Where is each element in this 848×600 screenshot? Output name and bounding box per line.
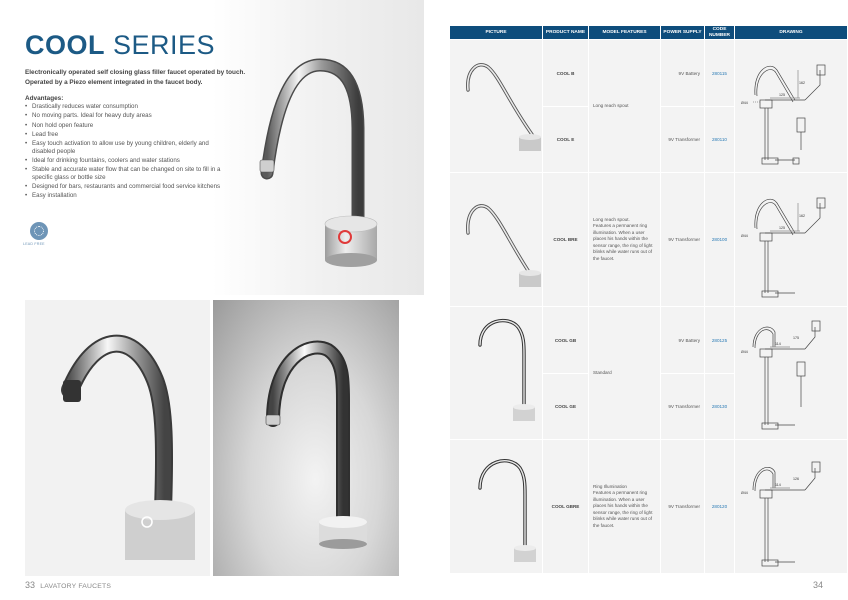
product-name: COOL B [543, 40, 589, 107]
left-footer [25, 580, 111, 590]
section-label: LAVATORY FAUCETS [40, 583, 112, 590]
intro-line-1: Electronically operated self closing glass filler faucet operated by touch. [25, 69, 246, 76]
technical-drawing-1 [735, 40, 848, 172]
long-reach-faucet-thumb [450, 40, 543, 172]
code-number: 280120 [705, 440, 735, 574]
drawing-cell [735, 40, 848, 173]
series-title [25, 30, 215, 61]
code-number: 280130 [705, 374, 735, 440]
technical-drawing-4 [735, 440, 848, 574]
table-row [450, 40, 848, 107]
dim-label: 175 [793, 336, 799, 340]
dim-label: 114 [775, 483, 781, 487]
product-name: COOL GBRE [543, 440, 589, 574]
advantage-item: • Lead free [25, 131, 230, 139]
technical-drawing-3 [735, 307, 848, 439]
header-code-number: CODE NUMBER [705, 26, 735, 40]
power-supply: 9V Transformer [661, 107, 705, 173]
title-bold: COOL [25, 30, 105, 60]
model-features-cell: Long reach spout [589, 40, 661, 173]
advantage-item: • Easy installation [25, 192, 230, 200]
code-number: 280125 [705, 307, 735, 374]
dim-label: Ø44 [741, 350, 748, 354]
model-features-cell [589, 173, 661, 307]
product-name: COOL GB [543, 307, 589, 374]
advantage-item: • Ideal for drinking fountains, coolers and water stations [25, 157, 230, 165]
advantage-item: • Stable and accurate water flow that can be changed on site to fill in a specific glass or bottle size [25, 166, 230, 181]
gooseneck-faucet-thumb [450, 307, 543, 439]
advantages-list [25, 103, 230, 202]
feature-title: Long reach spout. [593, 217, 630, 223]
advantage-item: • Easy touch activation to allow use by young children, elderly and disabled people [25, 140, 230, 155]
code-number: 280100 [705, 173, 735, 307]
dim-label: Ø44 [741, 101, 748, 105]
table-row [450, 173, 848, 307]
power-supply: 9V Battery [661, 307, 705, 374]
feature-text: Features a permanent ring illumination. When a user places his hands within the sensor range, the ring of light blinks while water runs out of the faucet. [593, 490, 653, 528]
product-name: COOL E [543, 107, 589, 173]
drawing-cell [735, 173, 848, 307]
feature-title: Ring Illumination [593, 484, 627, 490]
right-page-number: 34 [812, 580, 823, 590]
picture-cell [450, 307, 543, 440]
header-model-features: MODEL FEATURES [589, 26, 661, 40]
advantage-item: • Designed for bars, restaurants and commercial food service kitchens [25, 183, 230, 191]
advantage-item: • Drastically reduces water consumption [25, 103, 230, 111]
code-number: 280110 [705, 107, 735, 173]
advantages-title: Advantages: [25, 95, 64, 102]
picture-cell [450, 440, 543, 574]
gooseneck-faucet-ring-thumb [450, 440, 543, 574]
intro-line-2: Operated by a Piezo element integrated in the faucet body. [25, 79, 203, 86]
dim-label: 162 [799, 81, 805, 85]
lead-free-badge-label: LEAD FREE [23, 242, 45, 246]
table-row [450, 307, 848, 374]
dim-label: 162 [799, 214, 805, 218]
header-picture: PICTURE [450, 26, 543, 40]
header-product-name: PRODUCT NAME [543, 26, 589, 40]
power-supply: 9V Battery [661, 40, 705, 107]
product-name: COOL GE [543, 374, 589, 440]
advantage-item: • No moving parts. Ideal for heavy duty areas [25, 112, 230, 120]
header-drawing: DRAWING [735, 26, 848, 40]
header-power-supply: POWER SUPPLY [661, 26, 705, 40]
long-reach-faucet-photo [25, 300, 210, 576]
power-supply: 9V Transformer [661, 173, 705, 307]
power-supply: 9V Transformer [661, 374, 705, 440]
product-name: COOL BRE [543, 173, 589, 307]
right-page [424, 0, 848, 600]
hero-faucet-photo [230, 50, 420, 280]
power-supply: 9V Transformer [661, 440, 705, 574]
model-features-cell: Standard [589, 307, 661, 440]
drawing-cell [735, 440, 848, 574]
dim-label: Ø44 [741, 234, 748, 238]
advantage-item: • Non hold open feature [25, 122, 230, 130]
dim-label: 125 [779, 93, 785, 97]
left-page-number: 33 [25, 580, 36, 590]
dim-label: Ø44 [741, 491, 748, 495]
code-number: 280115 [705, 40, 735, 107]
dim-label: 126 [793, 477, 799, 481]
table-header-row [450, 26, 848, 40]
feature-text: Features a permanent ring illumination. When a user places his hands within the sensor range, the ring of light blinks while water runs out of the faucet. [593, 223, 653, 261]
gooseneck-faucet-photo [213, 300, 399, 576]
technical-drawing-2 [735, 173, 848, 307]
picture-cell [450, 173, 543, 307]
picture-cell [450, 40, 543, 173]
table-row [450, 440, 848, 574]
long-reach-faucet-ring-thumb [450, 173, 543, 307]
model-features-cell [589, 440, 661, 574]
lead-free-badge-icon [30, 222, 48, 240]
dim-label: 114 [775, 342, 781, 346]
product-table [449, 25, 848, 574]
dim-label: 125 [779, 226, 785, 230]
title-light: SERIES [113, 30, 216, 60]
drawing-cell [735, 307, 848, 440]
